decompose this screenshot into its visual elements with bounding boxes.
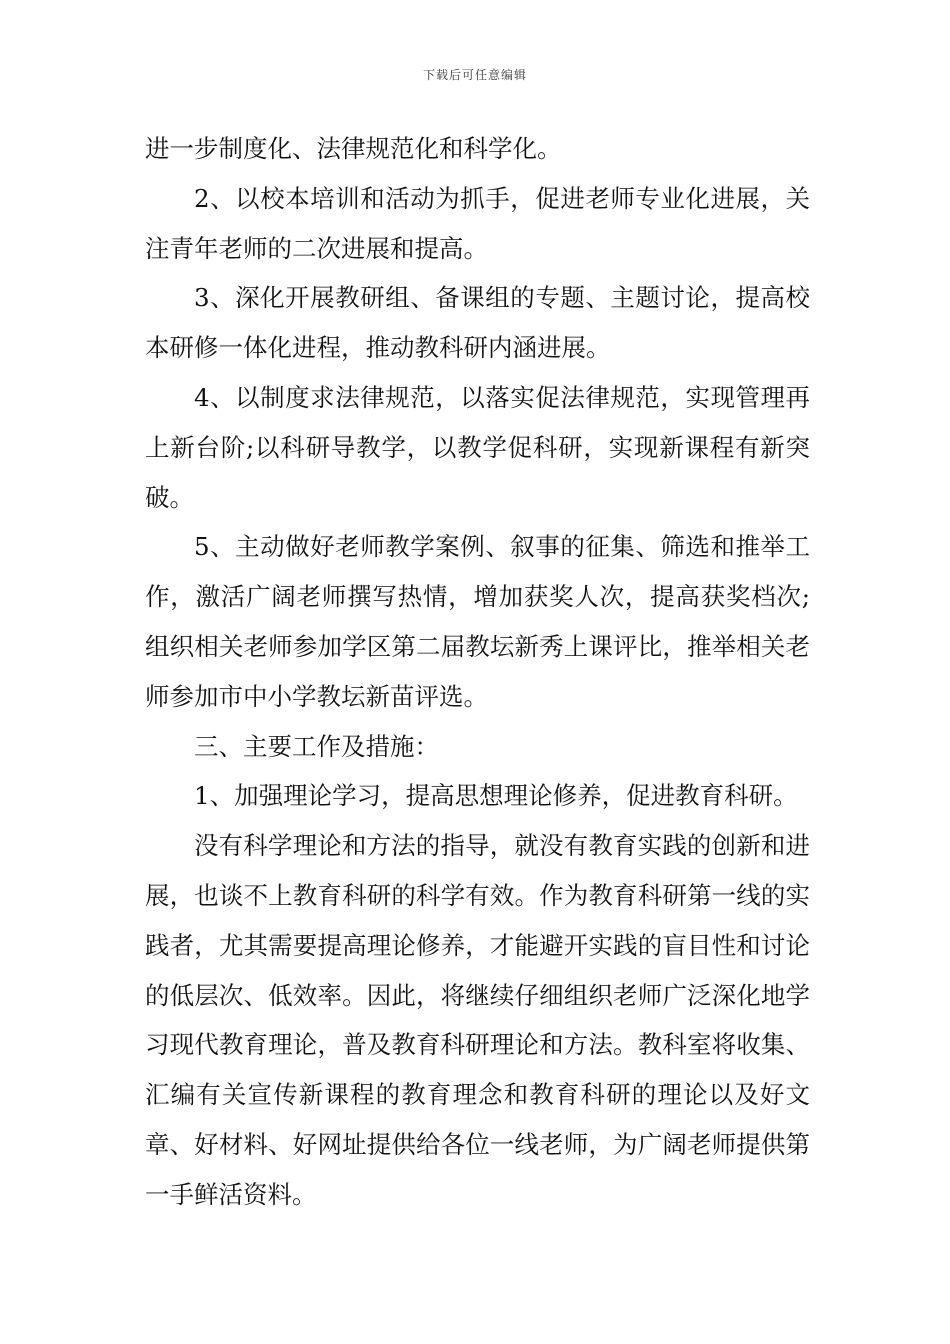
paragraph-item-2: 2、以校本培训和活动为抓手，促进老师专业化进展，关注青年老师的二次进展和提高。 bbox=[145, 183, 810, 263]
paragraph-continuation: 进一步制度化、法律规范化和科学化。 bbox=[145, 134, 562, 163]
paragraph-body: 没有科学理论和方法的指导，就没有教育实践的创新和进展，也谈不上教育科研的科学有效。作为教育科研第一线的实践者，尤其需要提高理论修养，才能避开实践的盲目性和讨论的低层次、低效率。因此，将继续仔细组织老师广泛深化地学习现代教育理论，普及教育科研理论和方法。教科室将收集、汇编有关宣传新课程的教育理念和教育科研的理论以及好文章、好材料、好网址提供给各位一线老师，为广阔老师提供第一手鲜活资料。 bbox=[145, 831, 810, 1209]
body-text bbox=[145, 124, 810, 1220]
paragraph-item-3: 3、深化开展教研组、备课组的专题、主题讨论，提高校本研修一体化进程，推动教科研内涵进展。 bbox=[145, 283, 810, 363]
subsection-heading: 1、加强理论学习，提高思想理论修养，促进教育科研。 bbox=[194, 781, 798, 811]
paragraph-item-5: 5、主动做好老师教学案例、叙事的征集、筛选和推举工作，激活广阔老师撰写热情，增加获奖人次，提高获奖档次;组织相关老师参加学区第二届教坛新秀上课评比，推举相关老师参加市中小学教坛新苗评选。 bbox=[145, 532, 810, 711]
paragraph-item-4: 4、以制度求法律规范，以落实促法律规范，实现管理再上新台阶;以科研导教学，以教学促科研，实现新课程有新突破。 bbox=[145, 382, 810, 512]
header-note: 下载后可任意编辑 bbox=[422, 68, 527, 82]
section-heading: 三、主要工作及措施： bbox=[194, 731, 439, 761]
